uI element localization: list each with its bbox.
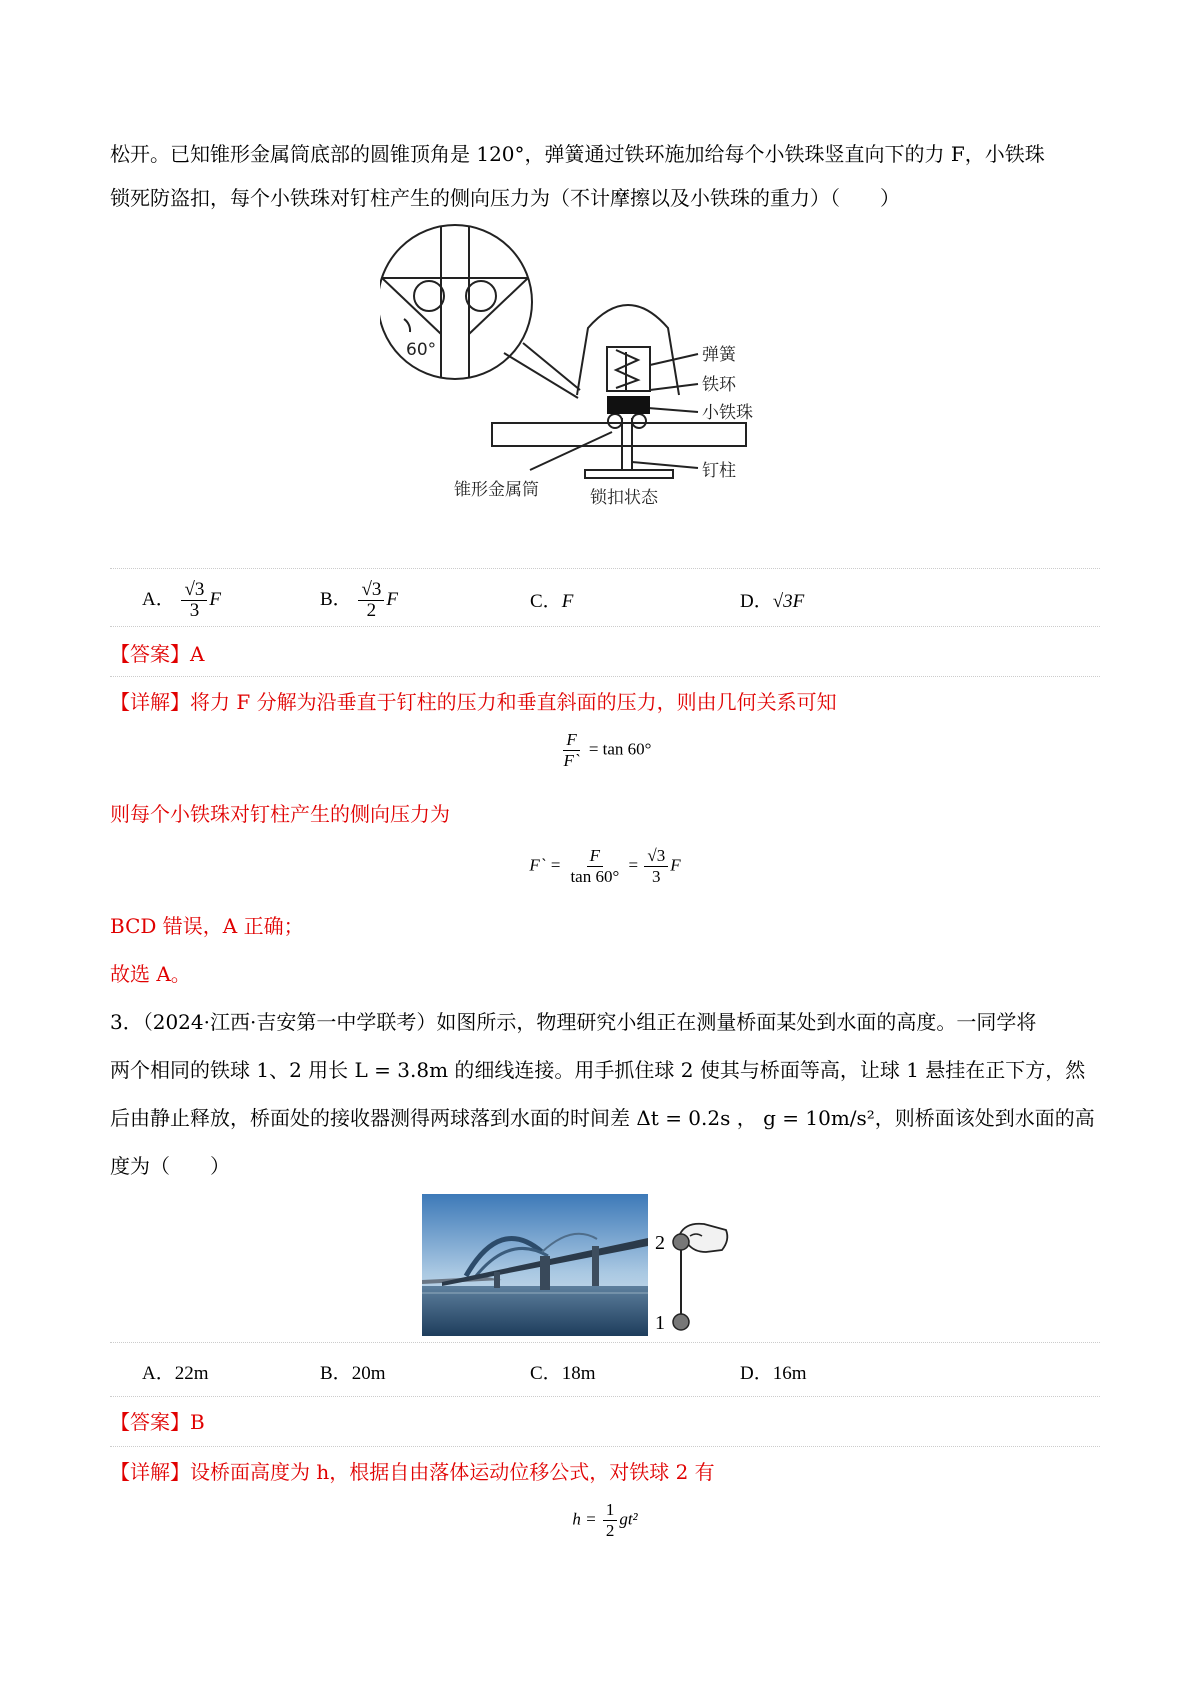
bridge-photo [422, 1194, 648, 1336]
q2-option-a[interactable] [142, 580, 221, 621]
eq-num2: √3 [644, 846, 668, 867]
pin-label: 钉柱 [702, 461, 736, 481]
option-text: F [561, 591, 574, 612]
angle-label: 60° [406, 340, 437, 360]
q3-stem-line-2: 两个相同的铁球 1、2 用长 L = 3.8m 的细线连接。用手抓住球 2 使其与桥面等高，让球 1 悬挂在正下方，然 [110, 1058, 1086, 1082]
state-label: 锁扣状态 [590, 488, 658, 508]
q3-equation-1 [110, 1500, 1100, 1541]
option-text: 18m [561, 1363, 596, 1384]
detail-text: 将力 F 分解为沿垂直于钉柱的压力和垂直斜面的压力，则由几何关系可知 [190, 690, 837, 714]
answer-value: A [190, 642, 205, 666]
option-tail: F [386, 588, 398, 610]
option-text: 22m [174, 1363, 209, 1384]
option-text: 16m [772, 1363, 807, 1384]
ball-1 [673, 1314, 689, 1330]
q3-option-d[interactable] [740, 1358, 807, 1385]
option-letter: C． [530, 591, 562, 612]
option-letter: B． [320, 1363, 352, 1384]
eq-tail: gt² [619, 1509, 638, 1529]
eq-num: F [587, 846, 603, 867]
q3-stem-line-3: 后由静止释放，桥面处的接收器测得两球落到水面的时间差 Δt = 0.2s ， g = 10m/s²，则桥面该处到水面的高 [110, 1106, 1095, 1130]
option-letter: A． [142, 588, 175, 610]
eq-tail: F [670, 855, 681, 875]
option-num: √3 [358, 580, 384, 601]
bead-right-zoom [466, 281, 496, 311]
option-den: 2 [366, 600, 377, 621]
q2-detail-line-2: 则每个小铁珠对钉柱产生的侧向压力为 [110, 802, 450, 826]
q3-detail-line-1 [110, 1458, 715, 1486]
q2-stem-line-2: 锁死防盗扣，每个小铁珠对钉柱产生的侧向压力为（不计摩擦以及小铁珠的重力）（ ） [110, 186, 900, 210]
bead-left-zoom [414, 281, 444, 311]
two-balls-diagram [646, 1218, 758, 1336]
answer-tag: 【答案】 [110, 642, 190, 666]
option-letter: C． [530, 1363, 562, 1384]
detail-text: 设桥面高度为 h，根据自由落体运动位移公式，对铁球 2 有 [190, 1460, 715, 1484]
detail-tag: 【详解】 [110, 690, 190, 714]
eq-lhs: h = [572, 1509, 597, 1529]
q3-answer [110, 1408, 205, 1436]
option-letter: D． [740, 1363, 773, 1384]
q2-equation-1 [110, 730, 1100, 771]
ball-2-label: 2 [655, 1232, 665, 1254]
answer-value: B [190, 1410, 205, 1434]
eq-mid: = [628, 855, 639, 875]
option-den: 3 [189, 600, 200, 621]
ball-2 [673, 1234, 689, 1250]
spring-label: 弹簧 [702, 345, 736, 365]
lock-mechanism-figure [380, 222, 890, 520]
answer-tag: 【答案】 [110, 1410, 190, 1434]
q2-detail-line-1 [110, 688, 837, 716]
q2-conclusion-2: 故选 A。 [110, 962, 191, 986]
eq-lhs: F` = [529, 855, 562, 875]
option-text: 20m [351, 1363, 386, 1384]
q3-option-b[interactable] [320, 1358, 385, 1385]
eq-den: tan 60° [570, 867, 620, 886]
q2-option-d[interactable] [740, 586, 804, 613]
q3-option-c[interactable] [530, 1358, 595, 1385]
q3-option-a[interactable] [142, 1358, 209, 1385]
q2-option-b[interactable] [320, 580, 398, 621]
ball-1-label: 1 [655, 1312, 665, 1334]
option-letter: B． [320, 588, 352, 610]
detail-tag: 【详解】 [110, 1460, 190, 1484]
option-tail: F [209, 588, 222, 610]
q2-equation-2 [110, 846, 1100, 887]
q2-conclusion-1: BCD 错误，A 正确； [110, 914, 304, 938]
option-num: √3 [181, 580, 207, 601]
eq-num: 1 [603, 1500, 618, 1521]
q2-answer [110, 640, 204, 668]
eq-rhs: = tan 60° [588, 739, 652, 759]
q2-stem-line-1: 松开。已知锥形金属筒底部的圆锥顶角是 120°，弹簧通过铁环施加给每个小铁珠竖直向下的力 F，小铁珠 [110, 142, 1045, 166]
option-letter: D． [740, 591, 773, 612]
eq-den2: 3 [652, 867, 661, 886]
q3-stem-line-4: 度为（ ） [110, 1154, 230, 1178]
bead-label: 小铁珠 [702, 403, 753, 423]
eq-den: F` [563, 751, 580, 770]
q2-option-c[interactable] [530, 586, 573, 613]
option-letter: A． [142, 1363, 175, 1384]
eq-num: F [563, 730, 579, 751]
q3-stem-line-1: 3．（2024·江西·吉安第一中学联考）如图所示，物理研究小组正在测量桥面某处到水面的高度。一同学将 [110, 1010, 1037, 1034]
cone-label: 锥形金属筒 [454, 480, 539, 500]
eq-den: 2 [605, 1521, 615, 1540]
iron-ring-block [607, 396, 650, 414]
ring-label: 铁环 [702, 375, 736, 395]
option-text: √3F [772, 591, 805, 612]
